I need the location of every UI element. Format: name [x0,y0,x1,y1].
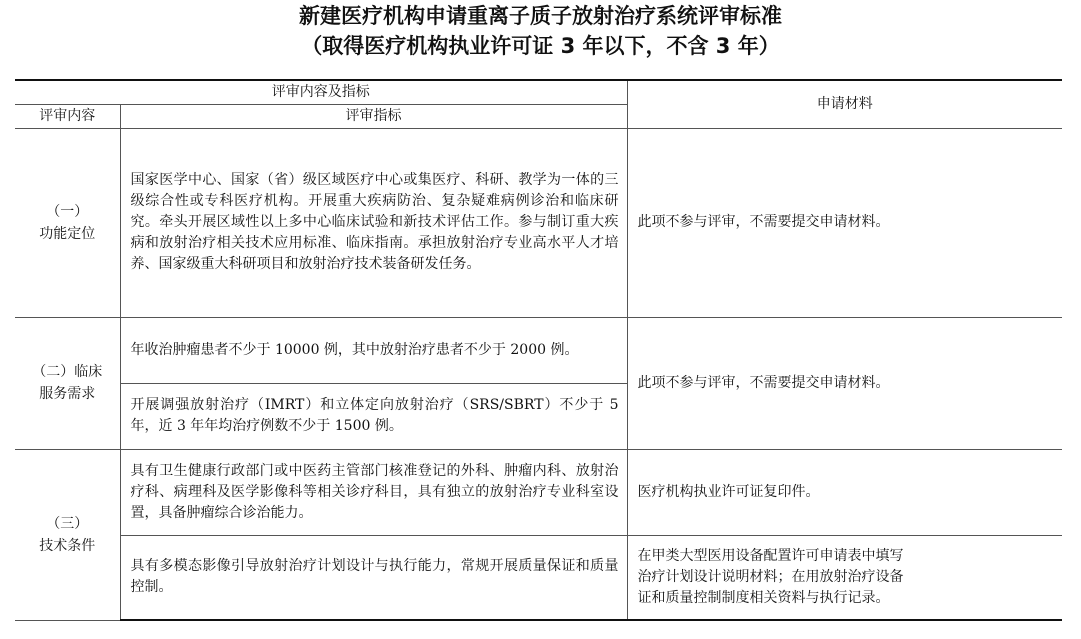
table-row [15,449,1062,535]
header-indicator: 评审指标 [120,104,627,128]
category-name: 功能定位 [39,225,96,242]
category-number: （一） [46,203,89,220]
indicator-cell: 开展调强放射治疗（IMRT）和立体定向放射治疗（SRS/SBRT）不少于 5 年，近 3 年年均治疗例数不少于 1500 例。 [120,383,627,449]
indicator-cell: 年收治肿瘤患者不少于 10000 例，其中放射治疗患者不少于 2000 例。 [120,317,627,383]
material-line: 治疗计划设计说明材料；在用放射治疗设备 [637,568,904,585]
material-line: 在甲类大型医用设备配置许可申请表中填写 [637,547,904,564]
material-cell: 此项不参与评审，不需要提交申请材料。 [627,128,1062,317]
header-row-top [15,80,1062,104]
category-cell-function [15,128,120,317]
indicator-cell: 具有卫生健康行政部门或中医药主管部门核准登记的外科、肿瘤内科、放射治疗科、病理科及医学影像科等相关诊疗科目，具有独立的放射治疗专业科室设置，具备肿瘤综合诊治能力。 [120,449,627,535]
document-subtitle: （取得医疗机构执业许可证 3 年以下，不含 3 年） [301,34,780,58]
material-cell: 医疗机构执业许可证复印件。 [627,449,1062,535]
indicator-cell: 具有多模态影像引导放射治疗计划设计与执行能力，常规开展质量保证和质量控制。 [120,535,627,620]
header-group-label: 评审内容及指标 [15,80,627,104]
material-cell [627,535,1062,620]
indicator-cell: 国家医学中心、国家（省）级区域医疗中心或集医疗、科研、教学为一体的三级综合性或专科医疗机构。开展重大疾病防治、复杂疑难病例诊治和临床研究。牵头开展区域性以上多中心临床试验和新技术评估工作。参与制订重大疾病和放射治疗相关技术应用标准、临床指南。承担放射治疗专业高水平人才培养、国家级重大科研项目和放射治疗技术装备研发任务。 [120,128,627,317]
category-cell-service [15,317,120,449]
header-content: 评审内容 [15,104,120,128]
category-name: 服务需求 [39,386,96,402]
category-name: 技术条件 [39,537,96,554]
material-line: 证和质量控制制度相关资料与执行记录。 [637,589,890,606]
document-title: 新建医疗机构申请重离子质子放射治疗系统评审标准 [299,4,782,28]
material-cell: 此项不参与评审，不需要提交申请材料。 [627,317,1062,449]
category-cell-technical [15,449,120,620]
standards-table [15,79,1062,621]
table-row [15,317,1062,383]
category-number: （三） [46,515,89,532]
category-number: （二）临床 [32,364,103,380]
table-row [15,128,1062,317]
header-materials: 申请材料 [627,80,1062,128]
table-row [15,535,1062,620]
